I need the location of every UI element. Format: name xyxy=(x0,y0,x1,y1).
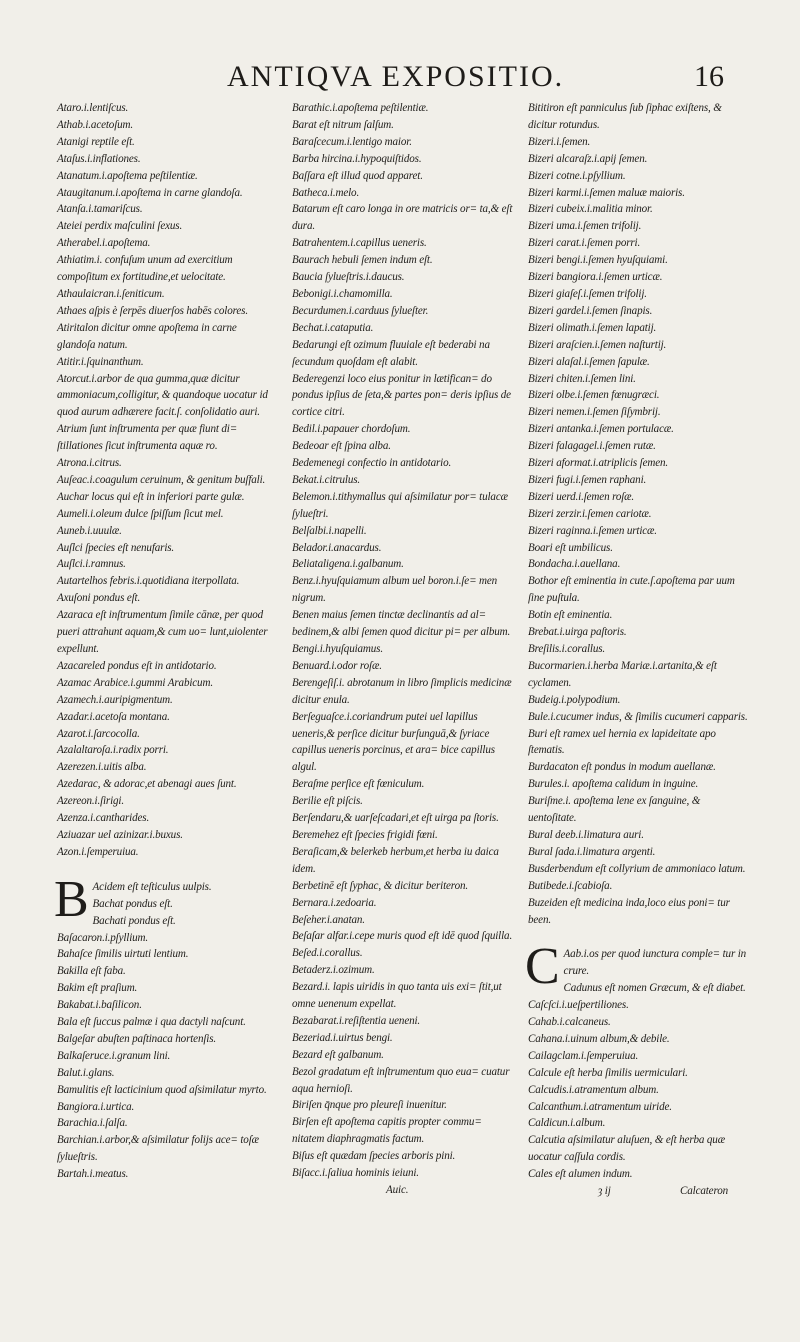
entry: Atorcut.i.arbor de qua gumma,quæ dicitur ammoniacum,colligitur, & quandoque uocatur id quod aurum adhærere facit.ſ. conſolidatio auri. xyxy=(57,372,268,419)
entry: Bachat pondus eſt. xyxy=(92,897,173,910)
entry: Bakabat.i.baſilicon. xyxy=(57,999,142,1012)
entry: Buriſme.i. apoſtema lene ex ſanguine, & uentoſitate. xyxy=(528,795,701,825)
entry: Bizeri nemen.i.ſemen ſiſymbrij. xyxy=(528,406,661,419)
entry: Bizeri giaſeſ.i.ſemen trifolij. xyxy=(528,287,647,300)
entry: Bural deeb.i.limatura auri. xyxy=(528,828,644,841)
entry: Bizeri aformat.i.atriplicis ſemen. xyxy=(528,457,669,470)
entry: Ataugitanum.i.apoſtema in carne glandoſa. xyxy=(57,186,243,199)
entry: Batarum eſt caro longa in ore matricis or= ta,& eſt dura. xyxy=(292,203,513,233)
entry: Bala eſt ſuccus palmæ i qua dactyli naſcunt. xyxy=(57,1016,246,1029)
entry: Berſeguaſce.i.coriandrum putei uel lapillus ueneris,& perſice dicitur burſunguā,& ſyriace capillus ueneris porcinus, et ara= bice capillus algul. xyxy=(292,710,495,774)
entry: Beliataligena.i.galbanum. xyxy=(292,558,404,571)
entry: Baſacaron.i.pſyllium. xyxy=(57,931,149,944)
entry: Auſlci.i.ramnus. xyxy=(57,558,126,571)
entry: Bizeri falagagel.i.ſemen rutæ. xyxy=(528,440,656,453)
entry: Athiatim.i. confuſum unum ad exercitium compoſitum ex fortitudine,et uelocitate. xyxy=(57,254,233,284)
entry: Berbetinē eſt ſyphac, & dicitur beriteron. xyxy=(292,879,468,892)
entry: Bamulitis eſt lacticinium quod aſsimilatur myrto. xyxy=(57,1083,267,1096)
entry: Beremehez eſt ſpecies frigidi fœni. xyxy=(292,828,438,841)
page-title: ANTIQVA EXPOSITIO. xyxy=(227,60,565,93)
entry: Bangiora.i.urtica. xyxy=(57,1100,135,1113)
entry: Buri eſt ramex uel hernia ex lapideitate apo ſtematis. xyxy=(528,727,716,757)
entry: Bebonigi.i.chamomilla. xyxy=(292,287,393,300)
entry: Calcudis.i.atramentum album. xyxy=(528,1083,659,1096)
entry: Bizeri olbe.i.ſemen fœnugræci. xyxy=(528,389,660,402)
entry: Bezeriad.i.uirtus bengi. xyxy=(292,1031,393,1044)
entry: Ateiei perdix maſculini ſexus. xyxy=(57,220,183,233)
entry: Cahab.i.calcaneus. xyxy=(528,1016,611,1029)
entry: Beſeher.i.anatan. xyxy=(292,913,365,926)
drop-cap-c: C xyxy=(525,938,560,996)
entry: Auſlci ſpecies eſt nenufaris. xyxy=(57,541,175,554)
entry: Batheca.i.melo. xyxy=(292,186,360,199)
section-c xyxy=(525,938,750,997)
entry: Bule.i.cucumer indus, & ſimilis cucumeri capparis. xyxy=(528,710,748,723)
entry: Bizeri cotne.i.pſyllium. xyxy=(528,169,626,182)
entry: Balkaſeruce.i.granum lini. xyxy=(57,1049,171,1062)
entry: Auſeac.i.coagulum ceruinum, & genitum buſfali. xyxy=(57,473,266,486)
entry: Beraſicam,& belerkeb herbum,et herba iu daica idem. xyxy=(292,845,499,875)
entry: Breſilis.i.corallus. xyxy=(528,643,606,655)
entry: Bizeri fugi.i.ſemen raphani. xyxy=(528,473,647,486)
catchword: Calcateron xyxy=(679,1185,728,1198)
entry: Bizeri antanka.i.ſemen portulacæ. xyxy=(528,423,674,436)
entry: Bizeri karmi.i.ſemen maluæ maioris. xyxy=(528,186,685,199)
entry: Atitir.i.ſquinanthum. xyxy=(57,355,144,368)
entry: Bahaſce ſimilis uirtuti lentium. xyxy=(57,948,189,961)
entry: Balgeſar abuſten paſtinaca hortenſis. xyxy=(57,1032,216,1045)
entry: Calcanthum.i.atramentum uiride. xyxy=(528,1100,672,1113)
entry: Aumeli.i.oleum dulce ſpiſſum ſicut mel. xyxy=(57,507,224,520)
entry: Bondacha.i.auellana. xyxy=(528,558,621,571)
signature-mark: ȝ ij xyxy=(598,1185,611,1198)
entry: Buzeiden eſt medicina inda,loco eius poni= tur been. xyxy=(528,896,730,926)
entry: Cailagclam.i.ſemperuiua. xyxy=(528,1049,639,1062)
entry: Azalaltaroſa.i.radix porri. xyxy=(57,744,169,757)
entry: Bedeoar eſt ſpina alba. xyxy=(292,440,391,453)
entry: Atanigi reptile eſt. xyxy=(57,135,135,148)
entry: Bizeri.i.ſemen. xyxy=(528,135,591,148)
entry: Bural ſada.i.limatura argenti. xyxy=(528,845,656,858)
entry-list-c xyxy=(528,997,750,1183)
entry: Beſed.i.corallus. xyxy=(292,947,363,960)
entry: Acidem eſt teſticulus uulpis. xyxy=(92,880,212,893)
section-b xyxy=(54,870,275,930)
entry: Bederegenzi loco eius ponitur in lætifican= do pondus ipſius de ſeta,& partes pon= deris ipſius de cortice citri. xyxy=(292,372,511,419)
entry: Cales eſt alumen indum. xyxy=(528,1168,633,1181)
page-number: 16 xyxy=(694,60,724,93)
entry: Azedarac, & adorac,et abenagi aues ſunt. xyxy=(57,778,237,791)
entry: Burdacaton eſt pondus in modum auellanæ. xyxy=(528,761,716,774)
entry: Bizeri chiten.i.ſemen lini. xyxy=(528,372,636,385)
entry: Atiritalon dicitur omne apoſtema in carne glandoſa natum. xyxy=(57,321,237,351)
entry: Athaes aſpis è ſerpēs diuerſos habēs colores. xyxy=(57,304,248,317)
entry: Bizeri gardel.i.ſemen ſinapis. xyxy=(528,304,653,317)
entry: Butibede.i.ſcabioſa. xyxy=(528,879,613,892)
entry: Bizeri zerzir.i.ſemen cariotæ. xyxy=(528,507,652,520)
entry: Biriſen q̄nque pro pleureſi inuenitur. xyxy=(292,1099,447,1112)
entry: Autartelhos febris.i.quotidiana iterpollata. xyxy=(57,575,240,588)
entry: Azerezen.i.uitis alba. xyxy=(57,761,147,774)
entry: Beraſme perſice eſt fœniculum. xyxy=(292,778,425,791)
entry: Bizeri raginna.i.ſemen urticæ. xyxy=(528,524,657,537)
entry: Benz.i.hyuſquiamum album uel boron.i.ſe= men nigrum. xyxy=(292,575,498,605)
entry: Becurdumen.i.carduus ſylueſter. xyxy=(292,304,429,317)
entry: Batrahentem.i.capillus ueneris. xyxy=(292,237,427,250)
entry: Azamac Arabice.i.gummi Arabicum. xyxy=(57,676,213,689)
entry: Athaulaicran.i.ſeniticum. xyxy=(57,287,165,300)
entry: Bizeri carat.i.ſemen porri. xyxy=(528,237,641,250)
entry: Azarot.i.ſarcocolla. xyxy=(57,727,140,740)
entry: Bezol gradatum eſt inſtrumentum quo eua= cuatur aqua hernioſi. xyxy=(292,1065,510,1095)
entry: Bengi.i.hyuſquiamus. xyxy=(292,643,383,655)
entry: Boari eſt umbilicus. xyxy=(528,541,613,554)
entry: Bezard eſt galbanum. xyxy=(292,1048,384,1061)
entry: Bizeri uerd.i.ſemen roſæ. xyxy=(528,490,635,503)
entry: Atanſa.i.tamariſcus. xyxy=(57,203,143,216)
entry: Cahana.i.uinum album,& debile. xyxy=(528,1032,670,1045)
entry: Bizeri alcaraſz.i.apij ſemen. xyxy=(528,152,648,165)
entry: Caldicun.i.album. xyxy=(528,1117,606,1130)
entry: Aziuazar uel azinizar.i.buxus. xyxy=(57,828,183,841)
entry: Bezard.i. lapis uiridis in quo tanta uis exi= ſtit,ut omne uenenum expellat. xyxy=(292,981,502,1011)
entry: Berſendaru,& uarſeſcadari,et eſt uirga pa ſtoris. xyxy=(292,812,499,825)
entry: Atherabel.i.apoſtema. xyxy=(57,237,151,250)
entry: Balut.i.glans. xyxy=(57,1066,115,1079)
entry-list-b xyxy=(57,930,275,1184)
entry: Budeig.i.polypodium. xyxy=(528,693,621,706)
entry: Calcule eſt herba ſimilis uermiculari. xyxy=(528,1066,688,1079)
entry: Burules.i. apoſtema calidum in inguine. xyxy=(528,778,699,791)
entry: Baurach hebuli ſemen indum eſt. xyxy=(292,254,433,267)
entry: Azaraca eſt inſtrumentum ſimile cānæ, per quod pueri attrahunt aquam,& cum uo= lunt,uiolenter expellunt. xyxy=(57,609,268,655)
entry: Bernara.i.zedoaria. xyxy=(292,896,377,909)
entry: Botin eſt eminentia. xyxy=(528,609,613,622)
entry: Baſſara eſt illud quod apparet. xyxy=(292,169,423,182)
column-left xyxy=(54,100,275,1183)
entry: Bachati pondus eſt. xyxy=(92,914,176,927)
entry: Cadunus eſt nomen Græcum, & eſt diabet. xyxy=(563,982,746,995)
entry: Bizeri cubeix.i.malitia minor. xyxy=(528,203,653,216)
entry: Bizeri alaſal.i.ſemen ſapulæ. xyxy=(528,355,650,368)
entry: Bedarungi eſt ozimum fluuiale eſt bederabi na ſecundum quoſdam eſt alabit. xyxy=(292,338,490,368)
entry: Berengeſiſ.i. abrotanum in libro ſimplicis medicinæ dicitur enula. xyxy=(292,676,512,706)
entry: Baraſcecum.i.lentigo maior. xyxy=(292,135,412,148)
entry-list-a xyxy=(57,100,275,861)
entry: Bizeri araſcien.i.ſemen naſturtij. xyxy=(528,338,667,351)
entry: Athab.i.acetoſum. xyxy=(57,118,134,131)
entry: Barchian.i.arbor,& aſsimilatur folijs ace= toſæ ſylueſtris. xyxy=(57,1134,259,1164)
entry: Bezabarat.i.reſiſtentia ueneni. xyxy=(292,1014,421,1027)
entry: Bizeri bangiora.i.ſemen urticæ. xyxy=(528,271,663,284)
entry: Bekat.i.citrulus. xyxy=(292,473,361,486)
entry: Bucormarien.i.herba Mariæ.i.artanita,& eſt cyclamen. xyxy=(528,659,717,689)
entry: Azon.i.ſemperuiua. xyxy=(57,845,139,858)
entry: Ataſus.i.inflationes. xyxy=(57,152,141,165)
entry: Azacareled pondus eſt in antidotario. xyxy=(57,659,217,672)
entry: Bizeri bengi.i.ſemen hyuſquiami. xyxy=(528,254,668,267)
entry: Belemon.i.tithymallus qui aſsimilatur por= tulacæ ſylueſtri. xyxy=(292,490,508,520)
entry: Azamech.i.auripigmentum. xyxy=(57,693,173,706)
entry: Benuard.i.odor roſæ. xyxy=(292,659,382,672)
entry: Bakim eſt praſium. xyxy=(57,982,138,995)
entry: Auchar locus qui eſt in inferiori parte gulæ. xyxy=(57,490,245,503)
entry: Bothor eſt eminentia in cute.ſ.apoſtema par uum ſine puſtula. xyxy=(528,575,735,605)
entry: Atrium ſunt inſtrumenta per quæ fiunt di= ſtillationes ſicut inſtrumenta aquæ ro. xyxy=(57,423,238,453)
entry-list xyxy=(292,100,516,1182)
entry: Bartah.i.meatus. xyxy=(57,1168,129,1181)
entry: Brebat.i.uirga paſtoris. xyxy=(528,626,627,639)
column-middle xyxy=(292,100,516,1199)
drop-cap-b: B xyxy=(54,870,89,928)
entry: Belador.i.anacardus. xyxy=(292,541,382,554)
entry: Birſen eſt apoſtema capitis propter commu= nitatem diaphragmatis factum. xyxy=(292,1116,482,1146)
entry: Baucia ſylueſtris.i.daucus. xyxy=(292,271,405,284)
catchword: Auic. xyxy=(386,1184,409,1196)
entry: Axuſoni pondus eſt. xyxy=(57,592,141,605)
column-right xyxy=(525,100,750,1200)
entry: Bizeri uma.i.ſemen trifolij. xyxy=(528,220,642,233)
entry: Barat eſt nitrum ſalſum. xyxy=(292,118,394,131)
entry: Barachia.i.ſalſa. xyxy=(57,1117,128,1130)
entry: Azenza.i.cantharides. xyxy=(57,812,150,825)
entry: Ataro.i.lentiſcus. xyxy=(57,102,129,114)
entry: Bakilla eſt faba. xyxy=(57,965,126,978)
entry: Bizeri olimath.i.ſemen lapatij. xyxy=(528,321,657,334)
entry: Belſalbi.i.napelli. xyxy=(292,524,367,537)
entry: Biſus eſt quædam ſpecies arboris pini. xyxy=(292,1150,456,1163)
entry-list-a xyxy=(528,100,750,928)
entry: Bedil.i.papauer chordoſum. xyxy=(292,423,411,436)
entry: Atanatum.i.apoſtema peſtilentiæ. xyxy=(57,169,198,182)
entry: Bititiron eſt panniculus ſub ſiphac exiſtens, & dicitur rotundus. xyxy=(528,102,722,131)
entry: Auneb.i.uuulæ. xyxy=(57,524,122,537)
entry: Azereon.i.ſirigi. xyxy=(57,795,124,808)
entry: Bechat.i.cataputia. xyxy=(292,321,374,334)
entry: Azadar.i.acetoſa montana. xyxy=(57,710,170,723)
section-b-first-entries xyxy=(57,879,275,930)
entry: Berilie eſt piſcis. xyxy=(292,795,363,808)
entry: Benen maius ſemen tinctæ declinantis ad al= bedinem,& albi ſemen quod dicitur pi= per album. xyxy=(292,609,511,639)
entry: Aab.i.os per quod iunctura comple= tur in crure. xyxy=(563,948,747,978)
entry: Biſacc.i.ſaliua hominis ieiuni. xyxy=(292,1167,419,1180)
entry: Betaderz.i.ozimum. xyxy=(292,964,375,977)
entry: Beſaſar alfar.i.cepe muris quod eſt idē quod ſquilla. xyxy=(292,930,513,943)
entry: Busderbendum eſt collyrium de ammoniaco latum. xyxy=(528,862,746,875)
entry: Caſcſci.i.ueſpertiliones. xyxy=(528,999,629,1012)
section-c-first-entries xyxy=(528,946,750,997)
entry: Calcutia aſsimilatur aluſuen, & eſt herba quæ uocatur caſſula cordis. xyxy=(528,1134,725,1164)
entry: Barba hircina.i.hypoquiſtidos. xyxy=(292,152,422,165)
entry: Atrona.i.citrus. xyxy=(57,457,122,470)
entry: Barathic.i.apoſtema peſtilentiæ. xyxy=(292,102,429,114)
entry: Bedemenegi confectio in antidotario. xyxy=(292,457,452,470)
